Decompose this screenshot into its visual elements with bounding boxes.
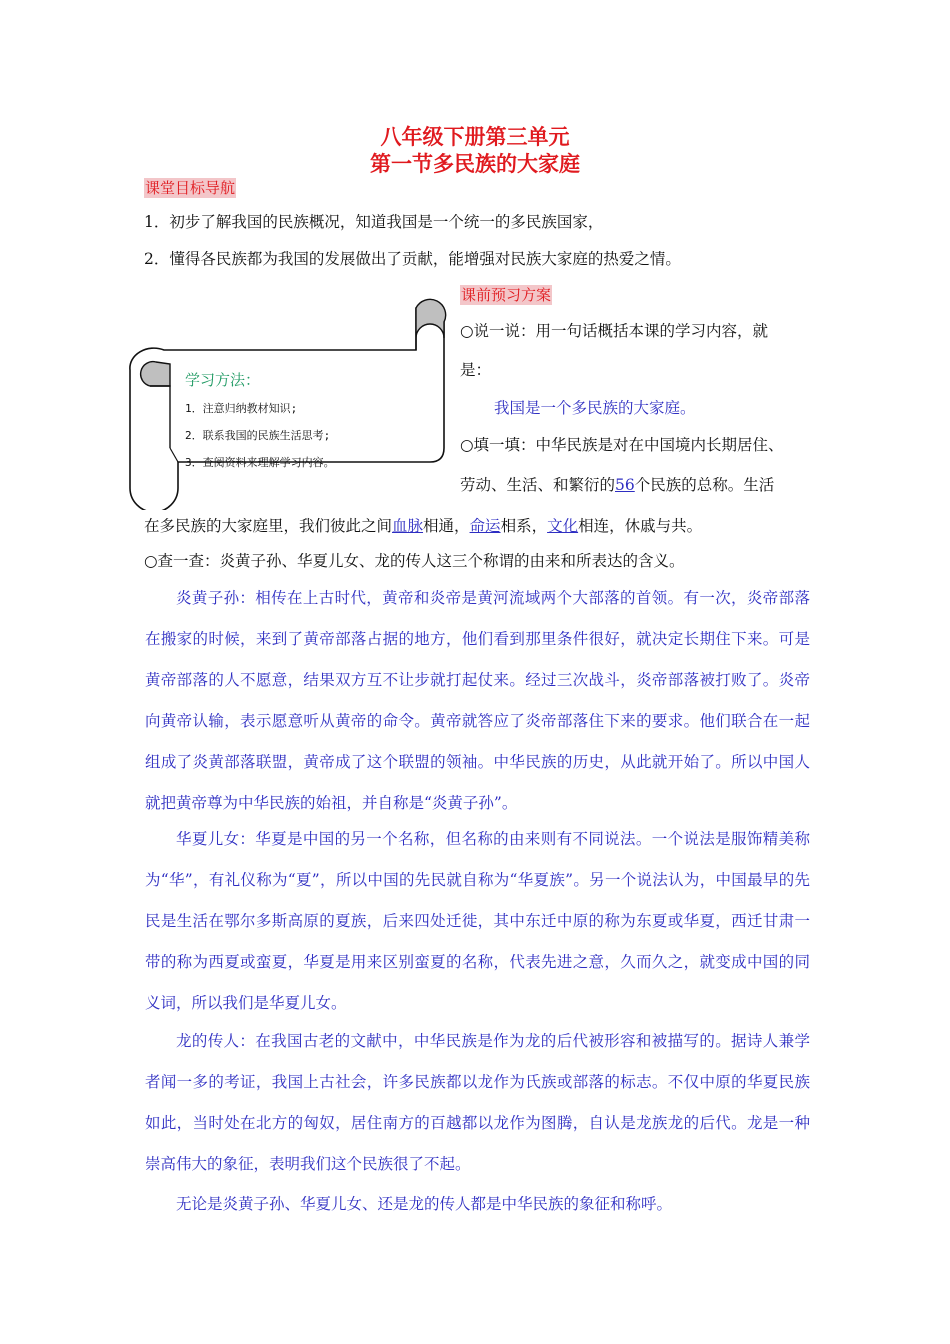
say-answer: 我国是一个多民族的大家庭。 xyxy=(494,399,696,417)
fill-b-part1: 劳动、生活、和繁衍的 xyxy=(460,476,616,494)
fill-blank-wenhua: 文化 xyxy=(547,517,579,535)
fill-c-part4: 相连，休戚与共。 xyxy=(578,517,703,535)
fill-blank-56: 56 xyxy=(615,476,635,494)
paragraph-summary: 无论是炎黄子孙、华夏儿女、还是龙的传人都是中华民族的象征和称呼。 xyxy=(176,1195,673,1213)
preview-heading-text: 课前预习方案 xyxy=(461,286,552,304)
fill-line-b xyxy=(460,474,774,496)
preview-heading xyxy=(460,284,552,305)
fill-c-part1: 在多民族的大家庭里，我们彼此之间 xyxy=(144,517,393,535)
goals-heading xyxy=(144,177,236,198)
title-line-2: 第一节多民族的大家庭 xyxy=(370,151,580,176)
scroll-item-1: 1．注意归纳教材知识; xyxy=(185,402,298,415)
paragraph-yanhuang: 炎黄子孙：相传在上古时代，黄帝和炎帝是黄河流域两个大部落的首领。有一次，炎帝部落在搬家的时候，来到了黄帝部落占据的地方，他们看到那里条件很好，就决定长期住下来。可是黄帝部落的人不愿意，结果双方互不让步就打起仗来。经过三次战斗，炎帝部落被打败了。炎帝向黄帝认输，表示愿意听从黄帝的命令。黄帝就答应了炎帝部落住下来的要求。他们联合在一起组成了炎黄部落联盟，黄帝成了这个联盟的领袖。中华民族的历史，从此就开始了。所以中国人就把黄帝尊为中华民族的始祖，并自称是“炎黄子孙”。 xyxy=(145,589,810,812)
fill-blank-mingyun: 命运 xyxy=(469,517,501,535)
scroll-title: 学习方法： xyxy=(185,371,261,389)
fill-b-part2: 个民族的总称。生活 xyxy=(634,476,775,494)
paragraph-long: 龙的传人：在我国古老的文献中，中华民族是作为龙的后代被形容和被描写的。据诗人兼学者闻一多的考证，我国上古社会，许多民族都以龙作为氏族或部落的标志。不仅中原的华夏民族如此，当时处在北方的匈奴，居住南方的百越都以龙作为图腾，自认是龙族龙的后代。龙是一种崇高伟大的象征，表明我们这个民族很了不起。 xyxy=(145,1032,810,1173)
fill-c-part3: 相系， xyxy=(500,517,548,535)
say-prompt-a: ○说一说：用一句话概括本课的学习内容，就 xyxy=(460,322,769,340)
goals-heading-text: 课堂目标导航 xyxy=(145,179,236,197)
goal-item-1: 1．初步了解我国的民族概况，知道我国是一个统一的多民族国家， xyxy=(144,213,604,231)
paragraph-huaxia: 华夏儿女：华夏是中国的另一个名称，但名称的由来则有不同说法。一个说法是服饰精美称为“华”，有礼仪称为“夏”，所以中国的先民就自称为“华夏族”。另一个说法认为，中国最早的先民是生活在鄂尔多斯高原的夏族，后来四处迁徙，其中东迁中原的称为东夏或华夏，西迁甘肃一带的称为西夏或蛮夏，华夏是用来区别蛮夏的名称，代表先进之意，久而久之，就变成中国的同义词，所以我们是华夏儿女。 xyxy=(145,830,810,1012)
fill-c-part2: 相通， xyxy=(423,517,470,535)
scroll-item-2: 2．联系我国的民族生活思考; xyxy=(185,429,331,442)
check-prompt: ○查一查：炎黄子孙、华夏儿女、龙的传人这三个称谓的由来和所表达的含义。 xyxy=(144,552,685,570)
fill-line-c xyxy=(144,515,702,537)
say-prompt-b: 是： xyxy=(460,361,492,379)
goal-item-2: 2．懂得各民族都为我国的发展做出了贡献，能增强对民族大家庭的热爱之情。 xyxy=(144,250,681,268)
title-line-1: 八年级下册第三单元 xyxy=(380,124,570,149)
fill-line-a: ○填一填：中华民族是对在中国境内长期居住、 xyxy=(460,436,784,454)
fill-blank-xuemai: 血脉 xyxy=(392,517,424,535)
scroll-item-3: 3．查阅资料来理解学习内容。 xyxy=(185,456,335,469)
